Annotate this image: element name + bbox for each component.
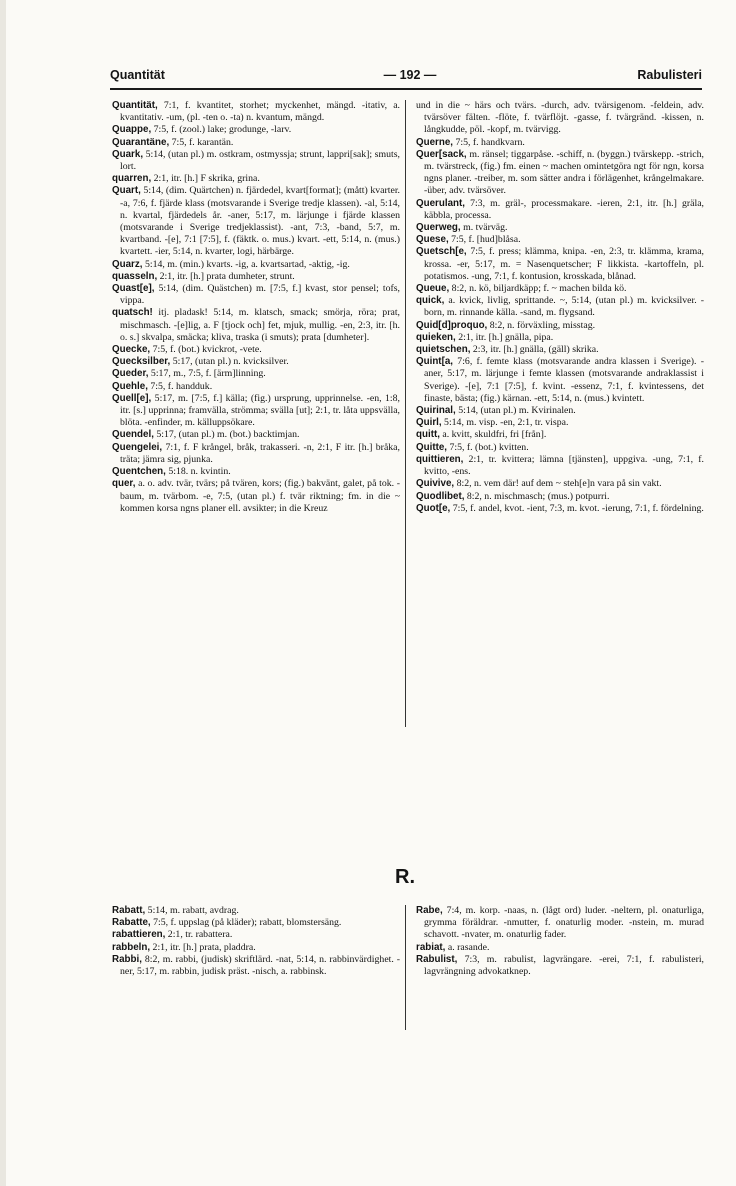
- definition-text: und in die ~ härs och tvärs. -durch, adv. tvärsigenom. -feldein, adv. tvärsöver fälten. -flöte, f. tvärflöjt. -gasse, f. tvärgränd. -kissen, n. långkudde, pöl. -kopf, m. tvärvigg.: [416, 100, 704, 136]
- headword: Rabbi,: [112, 953, 142, 965]
- headword: Quid[d]proquo,: [416, 319, 488, 331]
- headword: Quot[e,: [416, 502, 451, 514]
- dictionary-entry: [112, 283, 400, 307]
- dictionary-entry: [112, 137, 400, 149]
- headword: Quarz,: [112, 258, 143, 270]
- definition-text: a. kvitt, skuldfri, fri [från].: [439, 429, 547, 441]
- definition-text: 7:1, f. kvantitet, storhet; myckenhet, mängd. -itativ, a. kvantitativ. -um, (pl. -ten o. -ta) n. kvantum, mängd.: [120, 100, 400, 124]
- headword: quitt,: [416, 429, 440, 441]
- dictionary-entry: [112, 942, 400, 954]
- column-q-right: [416, 100, 704, 730]
- dictionary-entry: [416, 954, 704, 978]
- headword: quasseln,: [112, 270, 158, 282]
- headword: Quengelei,: [112, 441, 163, 453]
- definition-text: 7:5, f. uppslag (på kläder); rabatt, blomstersäng.: [150, 917, 342, 929]
- definition-text: 7:4, m. korp. -naas, n. (lågt ord) luder. -neltern, pl. onaturliga, grymma föräldrar. -nmutter, f. onaturlig moder. -nstein, m. murad schavott. -nvater, m. onaturlig fader.: [424, 905, 704, 941]
- headword: Quendel,: [112, 429, 154, 441]
- dictionary-entry: [112, 100, 400, 124]
- dictionary-entry: [416, 442, 704, 454]
- dictionary-entry: [416, 942, 704, 954]
- dictionary-entry: [416, 417, 704, 429]
- headword: Querweg,: [416, 222, 461, 234]
- definition-text: 7:5, f. [hud]blåsa.: [448, 234, 521, 246]
- definition-text: 7:6, f. femte klass (motsvarande andra klassen i Sverige). -aner, 5:17, m. lärjunge i femte klassen (motsvarande andraklassist i Sverige). -[e], 7:1 [7:5], f. kvint. -essenz, 7:1, f. kvintessens, det finaste, bästa; (fig.) kärnan. -ett, 5:14, n. (mus.) kvintett.: [424, 356, 704, 404]
- dictionary-entry: [416, 503, 704, 515]
- definition-text: 5:17, (utan pl.) m. (bot.) backtimjan.: [153, 429, 300, 441]
- definition-text: 5:17, m. [7:5, f.] källa; (fig.) ursprung, upprinnelse. -en, 1:8, itr. [s.] upprinna; framvälla, strömma; svälla [ut]; 2:1, tr. låta uppsvälla, blöta. -enfinder, m. källuppsökare.: [120, 392, 400, 429]
- headword: quieken,: [416, 331, 456, 343]
- headword: Quecke,: [112, 344, 151, 356]
- dictionary-entry: [416, 344, 704, 356]
- headword: Quirl,: [416, 417, 442, 429]
- dictionary-entry: [112, 478, 400, 515]
- headword: Quitte,: [416, 441, 448, 453]
- headword: Rabatt,: [112, 905, 146, 916]
- dictionary-entry: [416, 149, 704, 198]
- headword: Quentchen,: [112, 466, 166, 478]
- definition-text: 5:14, m. rabatt, avdrag.: [145, 905, 239, 916]
- column-q-left: [112, 100, 400, 730]
- definition-text: m. tvärväg.: [460, 222, 508, 234]
- definition-text: 7:5, f. karantän.: [169, 136, 234, 148]
- dictionary-entry: [112, 368, 400, 380]
- headword: quietschen,: [416, 344, 471, 356]
- dictionary-entry: [416, 295, 704, 319]
- headword: Quappe,: [112, 124, 152, 136]
- dictionary-entry: [112, 381, 400, 393]
- dictionary-entry: [112, 149, 400, 173]
- headword: Quodlibet,: [416, 490, 465, 502]
- dictionary-entry: [112, 259, 400, 271]
- headword: quick,: [416, 295, 445, 307]
- dictionary-entry: [416, 137, 704, 149]
- dictionary-entry: [112, 185, 400, 258]
- dictionary-entry: [416, 246, 704, 283]
- dictionary-entry: [112, 917, 400, 929]
- headword: Quirinal,: [416, 405, 456, 417]
- dictionary-entry: [416, 222, 704, 234]
- definition-text: 5:18. n. kvintin.: [165, 466, 231, 478]
- headword: Quell[e],: [112, 392, 152, 404]
- headword: rabbeln,: [112, 941, 151, 953]
- running-header: [110, 68, 702, 88]
- page-number: — 192 —: [383, 68, 437, 82]
- headword: Quantität,: [112, 100, 158, 111]
- definition-text: 5:14, (utan pl.) m. ostkram, ostmyssja; strunt, lappri[sak]; smuts, lort.: [120, 148, 400, 173]
- definition-text: m. ränsel; tiggarpåse. -schiff, n. (byggn.) tvärskepp. -strich, m. tvärstreck, (fig.) fm. einen ~ machen omintetgöra ngt för ngn, korsa ngns planer. -treiber, m. som sätter andra i förlägenhet, krångelmakare. -über, adv. tvärsöver.: [424, 148, 704, 197]
- column-divider: [405, 100, 406, 727]
- definition-text: 8:2, n. vem där! auf dem ~ steh[e]n vara på sin vakt.: [454, 478, 662, 490]
- header-right-guideword: Rabulisteri: [637, 68, 702, 82]
- dictionary-entry: [112, 271, 400, 283]
- dictionary-entry: [416, 320, 704, 332]
- headword: Quehle,: [112, 380, 148, 392]
- headword: Quivive,: [416, 478, 455, 490]
- definition-text: 2:1, itr. [h.] F skrika, grina.: [151, 173, 260, 185]
- definition-text: a. o. adv. tvär, tvärs; på tvären, kors; (fig.) bakvänt, galet, på tok. -baum, m. tvärbom. -e, 7:5, (utan pl.) f. tvär riktning; fm. in die ~ kommen korsa ngns planer ell. avsikter; in die Kreuz: [120, 478, 400, 514]
- dictionary-entry: [112, 954, 400, 978]
- definition-text: a. kvick, livlig, sprittande. ~, 5:14, (utan pl.) m. kvicksilver. -born, m. rinnande källa. -sand, m. flygsand.: [424, 295, 704, 319]
- headword: Quint[a,: [416, 356, 454, 368]
- headword: Queue,: [416, 283, 450, 295]
- headword: Queder,: [112, 368, 149, 380]
- dictionary-entry: [112, 307, 400, 344]
- definition-text: 7:5, f. (bot.) kvitten.: [447, 441, 529, 453]
- dictionary-entry: [112, 344, 400, 356]
- section-letter: R.: [395, 866, 415, 888]
- definition-text: 7:3, m. gräl-, processmakare. -ieren, 2:1, itr. [h.] gräla, käbbla, processa.: [424, 197, 704, 221]
- dictionary-entry: [416, 356, 704, 405]
- definition-text: 5:14, m. visp. -en, 2:1, tr. vispa.: [441, 417, 569, 429]
- definition-text: 5:17, m., 7:5, f. [ärm]linning.: [148, 368, 266, 380]
- headword: rabattieren,: [112, 929, 166, 941]
- definition-text: 7:5, f. press; klämma, knipa. -en, 2:3, tr. klämma, krama, krossa. -er, 5:17, m. = Nasenquetscher; F likkista. -kartoffeln, pl. potatismos. -ung, 7:1, f. kontusion, krosskada, blånad.: [424, 246, 704, 282]
- dictionary-entry: [112, 429, 400, 441]
- dictionary-entry: [112, 124, 400, 136]
- definition-text: 7:5, f. (bot.) kvickrot, -vete.: [150, 344, 262, 356]
- page-edge-shadow: [0, 0, 6, 1186]
- definition-text: itj. pladask! 5:14, m. klatsch, smack; smörja, röra; prat, mischmasch. -[e]lig, a. F [tjock och] fet, mjuk, mullig. -en, 2:3, itr. [h. o. s.] skvalpa, smäcka; kliva, traska (i smuts); prata [dumheter].: [120, 307, 400, 343]
- headword: Querne,: [416, 136, 454, 148]
- definition-text: 5:17, (utan pl.) n. kvicksilver.: [170, 356, 289, 368]
- dictionary-entry: [416, 234, 704, 246]
- dictionary-entry: [416, 478, 704, 490]
- headword: Rabatte,: [112, 917, 151, 929]
- headword: Quarantäne,: [112, 136, 170, 148]
- dictionary-entry: [416, 100, 704, 137]
- definition-text: 2:1, itr. [h.] gnälla, pipa.: [455, 331, 554, 343]
- header-rule: [110, 88, 702, 90]
- column-r-right: [416, 905, 704, 1045]
- dictionary-entry: [112, 905, 400, 917]
- headword: quittieren,: [416, 453, 464, 465]
- dictionary-entry: [416, 283, 704, 295]
- definition-text: 2:1, itr. [h.] prata, pladdra.: [150, 941, 256, 953]
- headword: quatsch!: [112, 307, 153, 319]
- definition-text: 2:1, tr. kvittera; lämna [tjänsten], uppgiva. -ung, 7:1, f. kvitto, -ens.: [424, 453, 704, 478]
- headword: Quecksilber,: [112, 356, 171, 368]
- definition-text: 7:5, f. (zool.) lake; grodunge, -larv.: [151, 124, 292, 136]
- definition-text: 7:1, f. F krångel, bråk, trakasseri. -n, 2:1, F itr. [h.] bråka, träta; jämra sig, pjunka.: [120, 441, 400, 465]
- definition-text: 5:14, m. (min.) kvarts. -ig, a. kvartsartad, -aktig, -ig.: [142, 258, 350, 270]
- definition-text: 2:1, tr. rabattera.: [165, 929, 233, 941]
- headword: Quark,: [112, 148, 144, 160]
- headword: Rabulist,: [416, 953, 458, 965]
- headword: quer,: [112, 478, 136, 490]
- dictionary-entry: [416, 905, 704, 942]
- definition-text: 7:5, f. handkvarn.: [453, 136, 525, 148]
- headword: Querulant,: [416, 197, 465, 209]
- definition-text: 8:2, n. kö, biljardkäpp; f. ~ machen bilda kö.: [449, 283, 627, 295]
- dictionary-entry: [112, 393, 400, 430]
- definition-text: 5:14, (dim. Quästchen) m. [7:5, f.] kvast, stor pensel; tofs, vippa.: [120, 283, 400, 307]
- column-divider: [405, 905, 406, 1030]
- headword: Quese,: [416, 234, 449, 246]
- dictionary-entry: [416, 198, 704, 222]
- dictionary-entry: [416, 454, 704, 478]
- definition-text: 2:3, itr. [h.] gnälla, (gäll) skrika.: [470, 344, 599, 356]
- header-left-guideword: Quantität: [110, 68, 165, 82]
- dictionary-entry: [416, 405, 704, 417]
- definition-text: 7:5, f. andel, kvot. -ient, 7:3, m. kvot. -ierung, 7:1, f. fördelning.: [450, 502, 704, 514]
- headword: Quast[e],: [112, 283, 155, 295]
- headword: rabiat,: [416, 941, 446, 953]
- definition-text: 2:1, itr. [h.] prata dumheter, strunt.: [157, 270, 295, 282]
- dictionary-entry: [112, 442, 400, 466]
- column-r-left: [112, 905, 400, 1045]
- definition-text: 5:14, (dim. Quärtchen) n. fjärdedel, kvart[format]; (mått) kvarter. -a, 7:6, f. fjärde klass (motsvarande i Sverige tredje klassen). -al, 5:14, n. kvartal, fjärdedels år. -aner, 5:17, m. lärjunge i fjärde klassen (motsvarande i Sverige tredjeklassist). -ant, 7:3, -band, 5:7, m. kvartband. -[e], 7:1 [7:5], f. (fäktk. o. mus.) kvart. -ett, 5:14, n. (mus.) kvartett. -ier, 5:14, n. kvarter, logi, härbärge.: [120, 185, 400, 258]
- headword: Quer[sack,: [416, 148, 467, 160]
- definition-text: 5:14, (utan pl.) m. Kvirinalen.: [455, 405, 576, 417]
- headword: quarren,: [112, 173, 152, 185]
- dictionary-entry: [112, 356, 400, 368]
- dictionary-entry: [112, 929, 400, 941]
- headword: Quart,: [112, 185, 141, 197]
- dictionary-entry: [416, 491, 704, 503]
- definition-text: 8:2, m. rabbi, (judisk) skriftlärd. -nat, 5:14, n. rabbinvärdighet. -ner, 5:17, m. rabbin, judisk präst. -nisch, a. rabbinsk.: [120, 953, 400, 978]
- headword: Rabe,: [416, 905, 443, 916]
- definition-text: 7:5, f. handduk.: [147, 380, 213, 392]
- headword: Quetsch[e,: [416, 246, 467, 258]
- definition-text: 8:2, n. mischmasch; (mus.) potpurri.: [464, 490, 610, 502]
- definition-text: 8:2, n. förväxling, misstag.: [487, 319, 596, 331]
- dictionary-entry: [112, 173, 400, 185]
- definition-text: 7:3, m. rabulist, lagvrängare. -erei, 7:1, f. rabulisteri, lagvrängning advokatknep.: [424, 953, 704, 978]
- dictionary-entry: [112, 466, 400, 478]
- dictionary-entry: [416, 429, 704, 441]
- definition-text: a. rasande.: [445, 941, 490, 953]
- dictionary-entry: [416, 332, 704, 344]
